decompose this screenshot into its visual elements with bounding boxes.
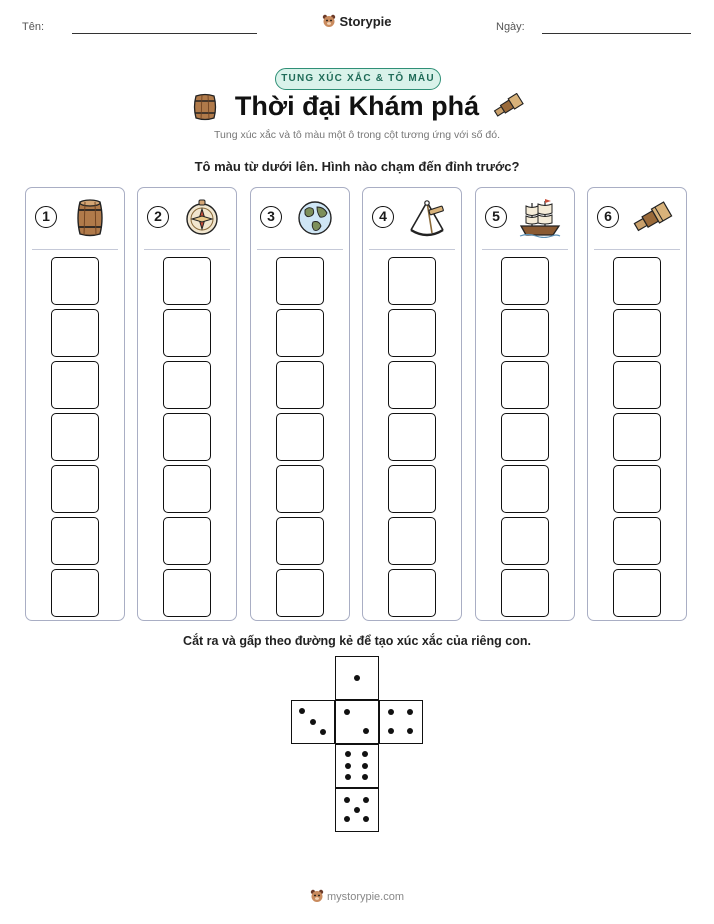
dice-face-4: [379, 700, 423, 744]
dice-pip: [344, 709, 350, 715]
color-cell[interactable]: [276, 257, 324, 305]
dice-pip: [344, 797, 350, 803]
dice-pip: [345, 751, 351, 757]
color-cell[interactable]: [613, 517, 661, 565]
compass-icon: [180, 198, 224, 238]
color-cell[interactable]: [613, 361, 661, 409]
dice-pip: [299, 708, 305, 714]
color-cell[interactable]: [276, 361, 324, 409]
column-6: [587, 187, 687, 621]
dice-pip: [362, 751, 368, 757]
dice-pip: [388, 728, 394, 734]
color-cell[interactable]: [613, 569, 661, 617]
color-cell[interactable]: [501, 517, 549, 565]
globe-icon: [293, 198, 337, 238]
color-cell[interactable]: [388, 465, 436, 513]
dice-pip: [388, 709, 394, 715]
color-cell[interactable]: [163, 465, 211, 513]
telescope-icon: [630, 198, 674, 238]
color-cell[interactable]: [501, 569, 549, 617]
page-subtitle: Tung xúc xắc và tô màu một ô trong cột tương ứng với số đó.: [214, 129, 500, 141]
column-divider: [257, 249, 343, 250]
color-cell[interactable]: [388, 517, 436, 565]
dice-pip: [354, 675, 360, 681]
column-5: [475, 187, 575, 621]
color-cell[interactable]: [501, 257, 549, 305]
color-cell[interactable]: [163, 517, 211, 565]
column-divider: [144, 249, 230, 250]
date-label: Ngày:: [496, 21, 525, 33]
dice-face-6: [335, 744, 379, 788]
color-cell[interactable]: [276, 413, 324, 461]
color-cell[interactable]: [163, 413, 211, 461]
sextant-icon: [405, 198, 449, 238]
color-cell[interactable]: [51, 257, 99, 305]
color-cell[interactable]: [388, 413, 436, 461]
color-cell[interactable]: [163, 361, 211, 409]
footer: [0, 889, 714, 903]
color-cell[interactable]: [388, 257, 436, 305]
color-cell[interactable]: [51, 309, 99, 357]
brand-logo: [0, 14, 714, 29]
column-number: 6: [597, 206, 619, 228]
color-cell[interactable]: [388, 309, 436, 357]
color-cell[interactable]: [276, 309, 324, 357]
column-number: 4: [372, 206, 394, 228]
column-number: 1: [35, 206, 57, 228]
category-badge: TUNG XÚC XẮC & TÔ MÀU: [275, 68, 441, 90]
color-cell[interactable]: [501, 465, 549, 513]
dice-face-5: [335, 788, 379, 832]
dice-pip: [310, 719, 316, 725]
dice-pip: [407, 728, 413, 734]
name-line: [72, 33, 257, 34]
column-2: [137, 187, 237, 621]
color-cell[interactable]: [501, 309, 549, 357]
color-cell[interactable]: [276, 569, 324, 617]
column-number: 3: [260, 206, 282, 228]
bear-icon: [310, 889, 324, 903]
color-cell[interactable]: [163, 569, 211, 617]
dice-pip: [345, 763, 351, 769]
dice-pip: [344, 816, 350, 822]
dice-pip: [362, 763, 368, 769]
column-divider: [482, 249, 568, 250]
color-cell[interactable]: [276, 465, 324, 513]
color-cell[interactable]: [501, 361, 549, 409]
dice-pip: [345, 774, 351, 780]
date-line: [542, 33, 691, 34]
color-cell[interactable]: [501, 413, 549, 461]
dice-pip: [363, 797, 369, 803]
color-cell[interactable]: [51, 569, 99, 617]
dice-pip: [354, 807, 360, 813]
color-cell[interactable]: [163, 257, 211, 305]
footer-url: mystorypie.com: [326, 891, 405, 903]
color-cell[interactable]: [51, 361, 99, 409]
page-title: Thời đại Khám phá: [234, 91, 480, 121]
color-cell[interactable]: [388, 569, 436, 617]
bear-icon: [322, 14, 336, 28]
color-cell[interactable]: [276, 517, 324, 565]
dice-pip: [362, 774, 368, 780]
color-cell[interactable]: [51, 517, 99, 565]
color-cell[interactable]: [51, 465, 99, 513]
color-cell[interactable]: [613, 465, 661, 513]
barrel-icon: [68, 198, 112, 238]
name-label: Tên:: [22, 21, 45, 33]
column-number: 5: [485, 206, 507, 228]
dice-face-3: [291, 700, 335, 744]
dice-pip: [407, 709, 413, 715]
dice-pip: [320, 729, 326, 735]
brand-name: Storypie: [339, 14, 392, 29]
instruction-text: Tô màu từ dưới lên. Hình nào chạm đến đỉnh trước?: [194, 159, 520, 174]
telescope-icon: [492, 93, 524, 119]
color-cell[interactable]: [613, 413, 661, 461]
ship-icon: [518, 198, 562, 238]
column-divider: [369, 249, 455, 250]
column-divider: [32, 249, 118, 250]
dice-instruction: Cắt ra và gấp theo đường kẻ để tạo xúc xắc của riêng con.: [183, 634, 531, 648]
column-4: [362, 187, 462, 621]
color-cell[interactable]: [51, 413, 99, 461]
dice-pip: [363, 728, 369, 734]
color-cell[interactable]: [163, 309, 211, 357]
column-3: [250, 187, 350, 621]
column-number: 2: [147, 206, 169, 228]
color-cell[interactable]: [613, 257, 661, 305]
dice-pip: [363, 816, 369, 822]
color-cell[interactable]: [388, 361, 436, 409]
dice-face-2: [335, 700, 379, 744]
color-cell[interactable]: [613, 309, 661, 357]
column-1: [25, 187, 125, 621]
dice-face-1: [335, 656, 379, 700]
column-divider: [594, 249, 680, 250]
